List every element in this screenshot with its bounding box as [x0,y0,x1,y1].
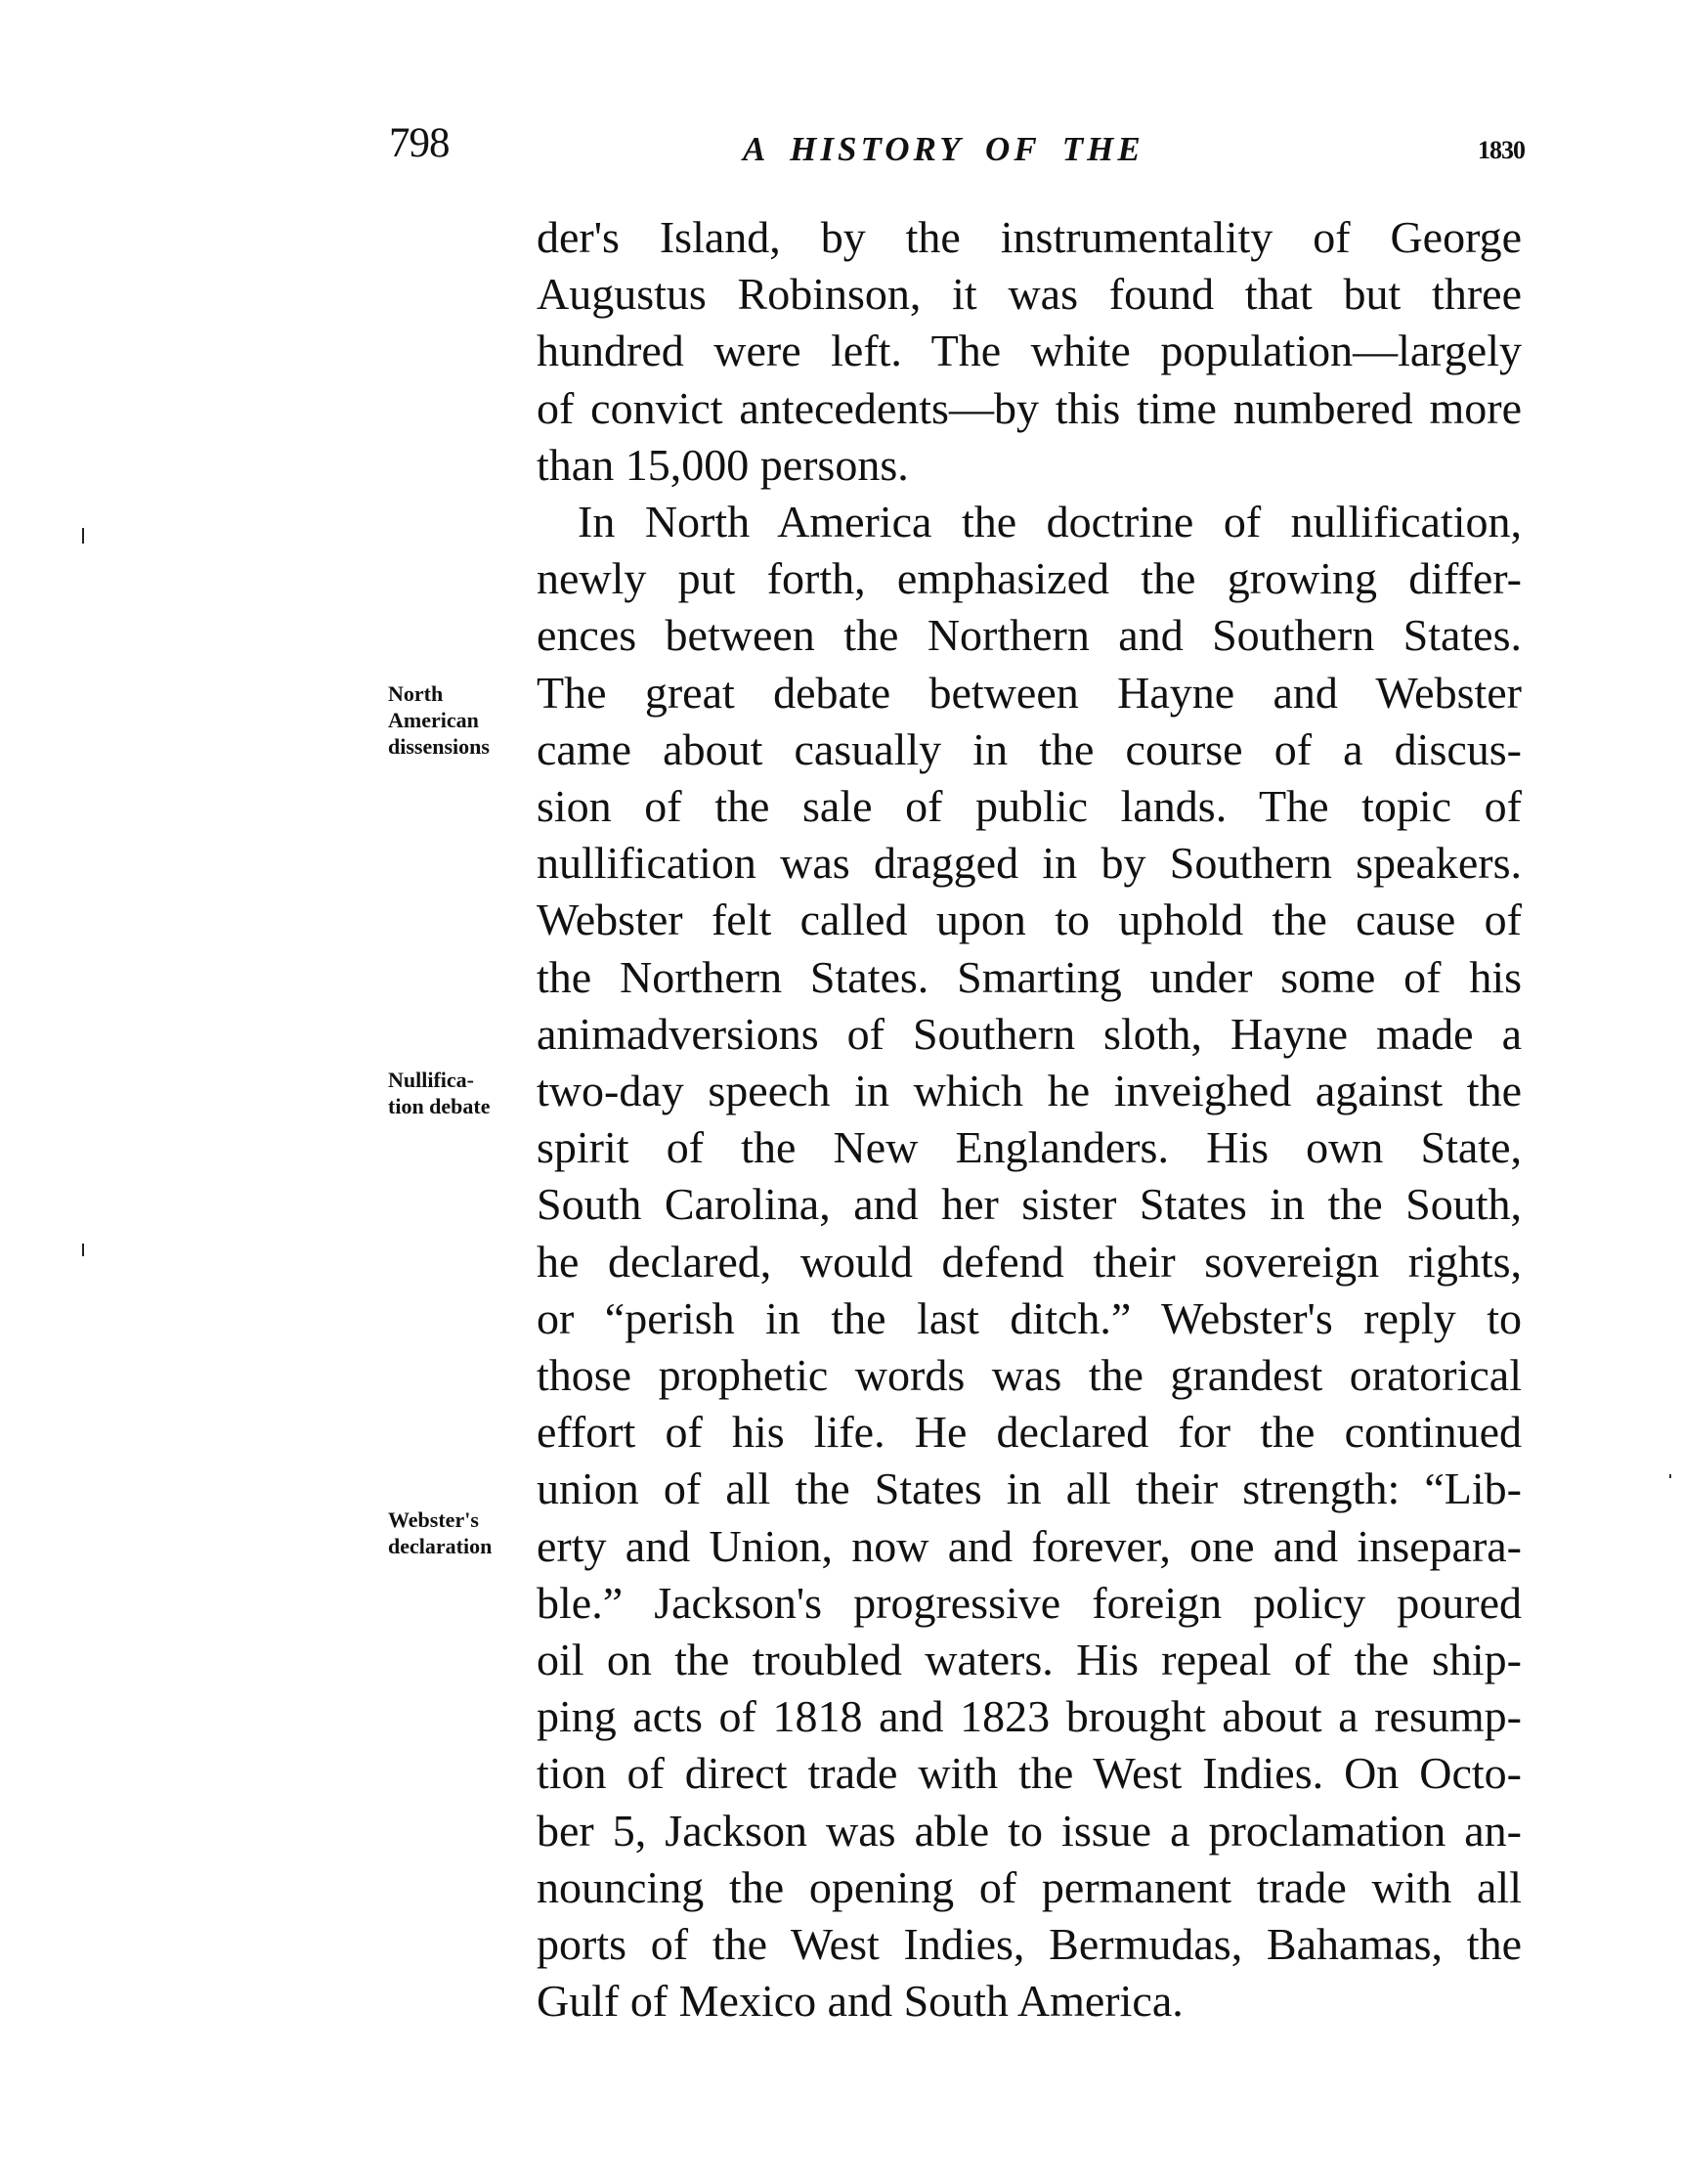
margin-note-line: tion debate [388,1094,491,1118]
body-line: tion of direct trade with the West Indies. On Octo- [537,1748,1522,1798]
body-line: der's Island, by the instrumentality of George [537,212,1522,262]
body-line: South Carolina, and her sister States in the South, [537,1179,1522,1229]
body-line: The great debate between Hayne and Webster [537,668,1522,718]
body-line: oil on the troubled waters. His repeal of the ship- [537,1635,1522,1684]
body-line: spirit of the New Englanders. His own State, [537,1122,1522,1172]
body-line: those prophetic words was the grandest oratorical [537,1350,1522,1400]
margin-note-north-american-dissensions [388,680,490,760]
body-line: he declared, would defend their sovereign rights, [537,1237,1522,1287]
scan-mark [82,1244,84,1256]
body-line: or “perish in the last ditch.” Webster's reply to [537,1293,1522,1343]
body-line: ble.” Jackson's progressive foreign policy poured [537,1578,1522,1628]
margin-note-line: dissensions [388,734,490,759]
body-line: animadversions of Southern sloth, Hayne made a [537,1009,1522,1059]
body-line: ping acts of 1818 and 1823 brought about a resump- [537,1691,1522,1741]
body-line: of convict antecedents—by this time numbered more [537,383,1522,433]
body-line: ports of the West Indies, Bermudas, Bahamas, the [537,1919,1522,1969]
body-line: Webster felt called upon to uphold the cause of [537,895,1522,944]
body-line: newly put forth, emphasized the growing differ- [537,553,1522,603]
running-title: A HISTORY OF THE [743,130,1144,168]
body-line: ber 5, Jackson was able to issue a proclamation an- [537,1806,1522,1856]
page-number: 798 [389,120,450,166]
body-line: than 15,000 persons. [537,440,909,490]
body-line: Augustus Robinson, it was found that but three [537,269,1522,319]
body-line: effort of his life. He declared for the continued [537,1407,1522,1457]
margin-note-line: declaration [388,1534,493,1558]
body-line: hundred were left. The white population—largely [537,326,1522,375]
body-line: sion of the sale of public lands. The topic of [537,781,1522,831]
margin-note-websters-declaration [388,1507,492,1559]
scan-dot [1669,1474,1671,1478]
body-line: came about casually in the course of a discus- [537,724,1522,774]
body-line: union of all the States in all their strength: “Lib- [537,1463,1522,1513]
body-line: nouncing the opening of permanent trade with all [537,1862,1522,1912]
body-line: the Northern States. Smarting under some of his [537,952,1522,1002]
margin-note-nullification-debate [388,1067,491,1119]
body-line: ences between the Northern and Southern States. [537,610,1522,660]
body-line: In North America the doctrine of nullification, [578,497,1522,546]
body-line: erty and Union, now and forever, one and insepara- [537,1521,1522,1571]
margin-note-line: Nullifica- [388,1068,474,1092]
body-line: two-day speech in which he inveighed against the [537,1066,1522,1115]
body-line: nullification was dragged in by Southern speakers. [537,838,1522,888]
body-line: Gulf of Mexico and South America. [537,1976,1184,2026]
margin-note-line: American [388,708,479,732]
year-marker: 1830 [1478,136,1525,164]
scan-mark [82,528,84,544]
margin-note-line: Webster's [388,1507,479,1532]
margin-note-line: North [388,681,444,706]
